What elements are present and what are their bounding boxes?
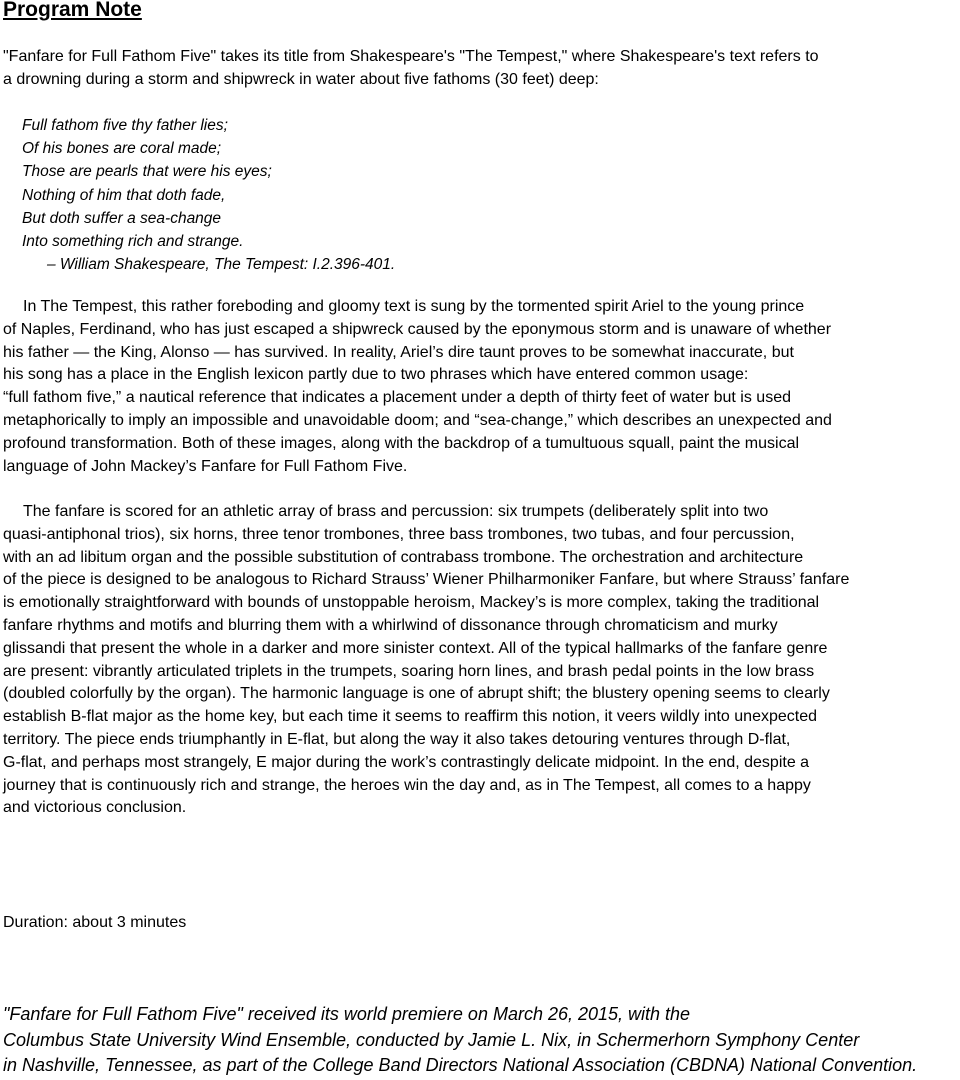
page-title: Program Note — [3, 0, 142, 21]
poem-line: Those are pearls that were his eyes; — [22, 163, 272, 181]
paragraph-line: G-flat, and perhaps most strangely, E major during the work’s contrastingly delicate midpoint. In the end, despite a — [3, 753, 810, 771]
paragraph-line: (doubled colorfully by the organ). The harmonic language is one of abrupt shift; the blustery opening seems to clearly — [3, 685, 830, 703]
poem-line: Nothing of him that doth fade, — [22, 186, 226, 204]
premiere-note — [3, 1002, 917, 1079]
poem-line: Full fathom five thy father lies; — [22, 117, 228, 134]
duration-text: Duration: about 3 minutes — [3, 914, 187, 931]
premiere-line: Columbus State University Wind Ensemble, conducted by Jamie L. Nix, in Schermerhorn Symphony Center — [3, 1029, 860, 1050]
paragraph-line: establish B-flat major as the home key, but each time it seems to reaffirm this notion, it veers wildly into unexpected — [3, 708, 818, 726]
paragraph-line: language of John Mackey’s Fanfare for Full Fathom Five. — [3, 457, 408, 475]
poem-line: But doth suffer a sea-change — [22, 209, 222, 227]
paragraph-line: of Naples, Ferdinand, who has just escaped a shipwreck caused by the eponymous storm and is unaware of whether — [3, 320, 832, 338]
intro-paragraph — [3, 45, 933, 91]
paragraph-line: of the piece is designed to be analogous to Richard Strauss’ Wiener Philharmoniker Fanfare, but where Strauss’ fanfare — [3, 571, 850, 589]
paragraph-line: quasi-antiphonal trios), six horns, three tenor trombones, three bass trombones, two tubas, and four percussion, — [3, 525, 795, 543]
paragraph-line: profound transformation. Both of these images, along with the backdrop of a tumultuous squall, paint the musical — [3, 434, 800, 452]
paragraph-line: his father — the King, Alonso — has survived. In reality, Ariel’s dire taunt proves to be somewhat inaccurate, but — [3, 343, 794, 361]
paragraph-line: “full fathom five,” a nautical reference that indicates a placement under a depth of thirty feet of water but is used — [3, 389, 791, 407]
intro-line: a drowning during a storm and shipwreck in water about five fathoms (30 feet) deep: — [3, 71, 599, 88]
paragraph-line: are present: vibrantly articulated triplets in the trumpets, soaring horn lines, and brash pedal points in the low brass — [3, 662, 815, 680]
paragraph-line: and victorious conclusion. — [3, 799, 187, 817]
premiere-line: in Nashville, Tennessee, as part of the College Band Directors National Association (CBDNA) National Convention. — [3, 1055, 918, 1075]
paragraph-line: glissandi that present the whole in a darker and more sinister context. All of the typical hallmarks of the fanfare genre — [3, 639, 828, 657]
intro-line: "Fanfare for Full Fathom Five" takes its title from Shakespeare's "The Tempest," where Shakespeare's text refers to — [3, 48, 819, 65]
paragraph-line: with an ad libitum organ and the possible substitution of contrabass trombone. The orchestration and architecture — [3, 548, 804, 566]
poem-line: Into something rich and strange. — [22, 233, 244, 251]
body-paragraph-orchestration — [3, 501, 849, 820]
paragraph-line: In The Tempest, this rather foreboding and gloomy text is sung by the tormented spirit Ariel to the young prince — [23, 298, 805, 315]
premiere-line: "Fanfare for Full Fathom Five" received its world premiere on March 26, 2015, with the — [3, 1004, 691, 1024]
paragraph-line: The fanfare is scored for an athletic array of brass and percussion: six trumpets (deliberately split into two — [23, 503, 769, 520]
paragraph-line: is emotionally straightforward with bounds of unstoppable heroism, Mackey’s is more complex, taking the traditional — [3, 594, 820, 612]
body-paragraph-tempest — [3, 296, 832, 478]
paragraph-line: journey that is continuously rich and strange, the heroes win the day and, as in The Tempest, all comes to a happy — [3, 776, 811, 794]
poem-attribution: – William Shakespeare, The Tempest: I.2.396-401. — [47, 256, 396, 274]
paragraph-line: metaphorically to imply an impossible and unavoidable doom; and “sea-change,” which describes an unexpected and — [3, 411, 832, 429]
paragraph-line: his song has a place in the English lexicon partly due to two phrases which have entered common usage: — [3, 366, 749, 384]
poem-line: Of his bones are coral made; — [22, 140, 222, 158]
poem-quote — [22, 114, 395, 276]
paragraph-line: fanfare rhythms and motifs and blurring them with a whirlwind of dissonance through chromaticism and murky — [3, 616, 778, 634]
paragraph-line: territory. The piece ends triumphantly in E-flat, but along the way it also takes detouring ventures through D-flat, — [3, 730, 791, 748]
